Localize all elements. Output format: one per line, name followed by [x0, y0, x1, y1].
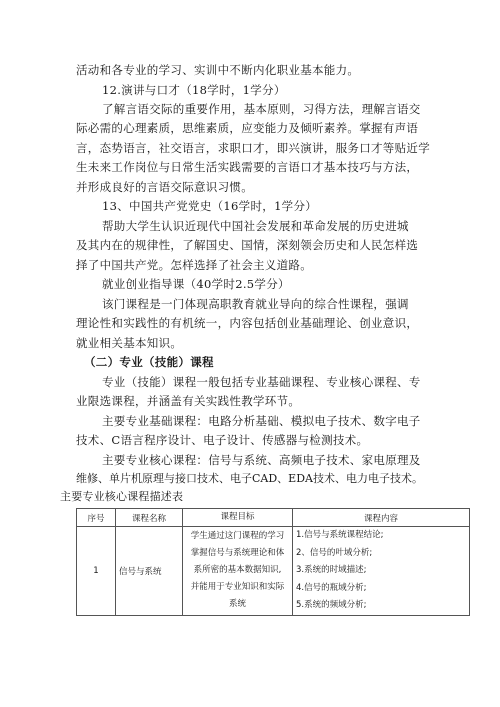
paragraph-line: 际必需的心理素质，思维素质，应变能力及倾听素养。掌握有声语 [76, 121, 419, 135]
paragraph-line: 理论性和实践性的有机统一，内容包括创业基础理论、创业意识， [76, 316, 419, 330]
paragraph-line: 及其内在的规律性，了解国史、国情，深刻领会历史和人民怎样选 [76, 238, 419, 252]
course-description-table [76, 508, 470, 616]
section-heading: 13、中国共产党党史（16学时，1学分） [102, 199, 318, 213]
paragraph-line: 技术、C语言程序设计、电子设计、传感器与检测技术。 [76, 433, 369, 447]
goal-line: 并能用于专业知识和实际 [190, 582, 285, 593]
paragraph-line: 主要专业基础课程：电路分析基础、模拟电子技术、数字电子 [102, 414, 421, 428]
content-line: 4.信号的瓶域分析; [296, 582, 367, 593]
paragraph-line: 该门课程是一门体现高职教育就业导向的综合性课程，强调 [102, 297, 409, 311]
goal-line: 掌握信号与系统理论和体 [190, 548, 285, 559]
content-line: 1.信号与系统课程结论; [296, 530, 384, 540]
paragraph-line: 择了中国共产党。怎样选择了社会主义道路。 [76, 258, 312, 272]
table-header-row [77, 509, 470, 527]
table-row [77, 527, 470, 616]
cell-course-goal [183, 527, 293, 616]
paragraph-line: 帮助大学生认识近现代中国社会发展和革命发展的历史进城 [102, 219, 409, 233]
section-heading-bold: （二）专业（技能）课程 [84, 355, 214, 369]
table-caption: 主要专业核心课程描述表 [60, 490, 184, 503]
section-heading: 12.演讲与口才（18学时，1学分） [102, 83, 286, 97]
section-heading: 就业创业指导课（40学时2.5学分） [102, 277, 290, 291]
header-course-name: 课程名称 [116, 509, 183, 527]
content-line: 3.系统的时域描述; [296, 565, 367, 575]
paragraph-line: 言，态势语言，社交语言，求职口才，即兴演讲，服务口才等贴近学 [76, 141, 430, 155]
header-number: 序号 [77, 509, 116, 527]
paragraph-line: 就业相关基本知识。 [76, 336, 183, 350]
goal-line: 系所密的基本数据知识, [193, 565, 282, 576]
paragraph-line: 专业（技能）课程一般包括专业基础课程、专业核心课程、专 [102, 375, 421, 389]
paragraph-line: 业限选课程，并涵盖有关实践性教学环节。 [76, 394, 301, 408]
paragraph-line: 并形成良好的言语交际意识习惯。 [76, 180, 253, 194]
goal-line: 系统 [228, 599, 246, 610]
paragraph-line: 活动和各专业的学习、实训中不断内化职业基本能力。 [76, 63, 360, 77]
paragraph-line: 生未来工作岗位与日常生活实践需要的言语口才基本技巧与方法， [76, 160, 419, 174]
goal-line: 学生通过这门课程的学习 [190, 531, 285, 542]
content-line: 5.系统的频域分析; [296, 600, 367, 610]
cell-course-name: 信号与系统 [116, 527, 183, 616]
header-course-content: 课程内容 [293, 509, 470, 527]
paragraph-line: 维修、单片机原理与接口技术、电子CAD、EDA技术、电力电子技术。 [76, 472, 423, 485]
header-course-goal: 课程目标 [183, 509, 293, 527]
paragraph-line: 了解言语交际的重要作用，基本原则，习得方法，理解言语交 [102, 102, 421, 116]
paragraph-line: 主要专业核心课程：信号与系统、高频电子技术、家电原理及 [102, 453, 421, 467]
cell-number: 1 [77, 527, 116, 616]
cell-course-content [293, 527, 470, 616]
content-line: 2、信号的叶域分析; [296, 547, 373, 558]
